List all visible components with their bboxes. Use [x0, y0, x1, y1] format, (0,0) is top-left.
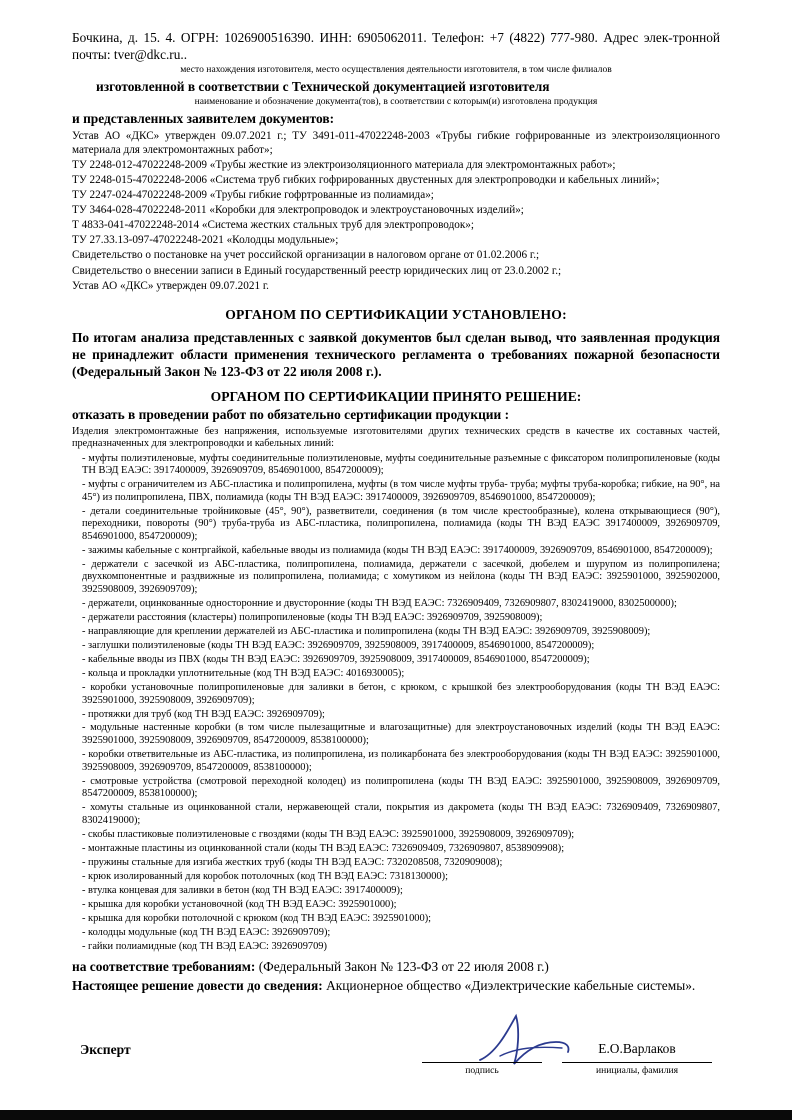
- list-item: Устав АО «ДКС» утвержден 09.07.2021 г.: [72, 279, 269, 292]
- list-item: - кабельные вводы из ПВХ (коды ТН ВЭД ЕАЭС: 3926909709, 3925908009, 3917400009, 8546901000, 8547200009);: [82, 653, 590, 665]
- list-item: - муфты с ограничителем из АБС-пластика и полипропилена, муфты (в том числе муфты труба- труба; муфты труба-коробка; гибкие, на 90°, на 45°) из полипропилена, ПВХ, полиамида (коды ТН ВЭД ЕАЭС: 3917400009, 3926909709, 8546901000, 8547200009);: [82, 479, 720, 503]
- notice-value: Акционерное общество «Диэлектрические кабельные системы».: [322, 978, 696, 994]
- list-item: - детали соединительные тройниковые (45°, 90°), разветвители, соединения (в том числе крестообразные), колена открывающиеся (90°), переходники, повороты (90°) труба-труба из АБС-пластика, полипропилена, полиамида (коды ТН ВЭД ЕАЭС 3917400009, 3926909709, 8546901000, 8547200009);: [82, 505, 720, 542]
- tech-documentation-title: изготовленной в соответствии с Технической документацией изготовителя: [96, 79, 550, 95]
- signature-line: [422, 1062, 542, 1063]
- list-item: ТУ 3464-028-47022248-2011 «Коробки для электропроводок и электроустановочных изделий»;: [72, 204, 524, 217]
- expert-name-caption: инициалы, фамилия: [595, 1065, 679, 1077]
- notice-label: Настоящее решение довести до сведения:: [72, 978, 323, 994]
- list-item: - зажимы кабельные с контргайкой, кабельные вводы из полиамида (коды ТН ВЭД ЕАЭС: 3917400009, 3926909709, 8546901000, 8547200009);: [82, 544, 713, 556]
- list-item: - смотровые устройства (смотровой переходной колодец) из полипропилена (коды ТН ВЭД ЕАЭС: 3925901000, 3925908009, 3926909709, 8547200009, 8538100000);: [82, 775, 720, 800]
- decision-line: отказать в проведении работ по обязательно сертификации продукции :: [72, 407, 510, 423]
- list-item: - держатели расстояния (кластеры) полипропиленовые (коды ТН ВЭД ЕАЭС: 3926909709, 3925908009);: [82, 612, 543, 623]
- expert-name: Е.О.Варлаков: [598, 1041, 676, 1057]
- manufacturer-address: Бочкина, д. 15. 4. ОГРН: 1026900516390. ИНН: 6905062011. Телефон: +7 (4822) 777-980. Адрес элек-тронной почты: tver@dkc.ru..: [72, 30, 720, 62]
- list-item: Т 4833-041-47022248-2014 «Система жестких стальных труб для электропроводок»;: [72, 219, 474, 232]
- list-item: - кольца и прокладки уплотнительные (код ТН ВЭД ЕАЭС: 4016930005);: [82, 667, 405, 679]
- list-item: - коробки ответвительные из АБС-пластика, из полипропилена, из поликарбоната без электрооборудования (коды ТН ВЭД ЕАЭС: 3925901000, 3925908009, 3926909709, 8547200009, 8538100000);: [82, 749, 720, 773]
- list-item: ТУ 2248-015-47022248-2006 «Система труб гибких гофрированных двустенных для электропроводки и кабельных линий»;: [72, 173, 660, 186]
- list-item: - втулка концевая для заливки в бетон (код ТН ВЭД ЕАЭС: 3917400009);: [82, 884, 403, 896]
- list-item: Свидетельство о постановке на учет российской организации в налоговом органе от 01.02.2006 г.;: [72, 249, 540, 262]
- product-items-list: [72, 453, 720, 954]
- list-item: Свидетельство о внесении записи в Единый государственный реестр юридических лиц от 23.0.2002 г.;: [72, 264, 562, 277]
- list-item: - коробки установочные полипропиленовые для заливки в бетон, с крюком, с крышкой без электрооборудования (коды ТН ВЭД ЕАЭС: 3925901000, 3925908009, 3926909709);: [82, 681, 720, 706]
- expert-name-line: [562, 1062, 712, 1063]
- signature-caption: подпись: [465, 1065, 499, 1077]
- decision-title: ОРГАНОМ ПО СЕРТИФИКАЦИИ ПРИНЯТО РЕШЕНИЕ:: [210, 389, 582, 405]
- list-item: - протяжки для труб (код ТН ВЭД ЕАЭС: 3926909709);: [82, 708, 325, 720]
- list-item: Устав АО «ДКС» утвержден 09.07.2021 г.; ТУ 3491-011-47022248-2003 «Трубы гибкие гофрированные из электроизоляционного материала для электромонтажных работ»;: [72, 130, 720, 156]
- conformity-label: на соответствие требованиям:: [72, 959, 256, 975]
- notice-line: [72, 977, 720, 994]
- list-item: ТУ 27.33.13-097-47022248-2021 «Колодцы модульные»;: [72, 234, 339, 247]
- list-item: - монтажные пластины из оцинкованной стали (коды ТН ВЭД ЕАЭС: 7326909409, 7326909807, 8538909908);: [82, 842, 565, 854]
- list-item: - муфты полиэтиленовые, муфты соединительные полиэтиленовые, муфты соединительные разъемные с фиксатором полипропиленовые (коды ТН ВЭД ЕАЭС: 3917400009, 3926909709, 8546901000, 8547200009);: [82, 452, 720, 477]
- submitted-documents-list: [72, 130, 720, 293]
- list-item: - хомуты стальные из оцинкованной стали, нержавеющей стали, покрытия из дакромета (коды ТН ВЭД ЕАЭС: 7326909409, 7326909807, 8302419000);: [82, 802, 720, 826]
- list-item: - держатели с засечкой из АБС-пластика, полипропилена, полиамида, держатели с засечкой, дюбелем и шурупом из полипропилена; двухкомпонентные и раздвижные из полипропилена, полиамида; с хомутиком из нейлона (коды ТН ВЭД ЕАЭС: 3925901000, 3925902000, 3925908009, 3926909709);: [82, 558, 720, 596]
- list-item: ТУ 2247-024-47022248-2009 «Трубы гибкие гофртрованные из полиамида»;: [72, 189, 434, 202]
- page-bottom-edge: [0, 1110, 792, 1120]
- findings-title: ОРГАНОМ ПО СЕРТИФИКАЦИИ УСТАНОВЛЕНО:: [225, 307, 567, 323]
- list-item: - заглушки полиэтиленовые (коды ТН ВЭД ЕАЭС: 3926909709, 3925908009, 3917400009, 8546901000, 8547200009);: [82, 639, 595, 651]
- list-item: - пружины стальные для изгиба жестких труб (коды ТН ВЭД ЕАЭС: 7320208508, 7320909008);: [82, 856, 503, 868]
- decision-intro: Изделия электромонтажные без напряжения, используемые изготовителями других технических средств в качестве их составных частей, предназначенных для электропроводки и кабельных линий:: [72, 425, 720, 450]
- manufacturer-address-caption: место нахождения изготовителя, место осуществления деятельности изготовителя, в том числе филиалов: [180, 64, 612, 76]
- list-item: - направляющие для креплении держателей из АБС-пластика и полипропилена (коды ТН ВЭД ЕАЭС: 3926909709, 3925908009);: [82, 625, 651, 637]
- list-item: - крюк изолированный для коробок потолочных (код ТН ВЭД ЕАЭС: 7318130000);: [82, 870, 448, 882]
- tech-documentation-caption: наименование и обозначение документа(тов), в соответствии с которым(и) изготовлена продукция: [194, 96, 598, 108]
- list-item: - колодцы модульные (код ТН ВЭД ЕАЭС: 3926909709);: [82, 926, 331, 938]
- signature-block: [72, 1024, 720, 1088]
- list-item: ТУ 2248-012-47022248-2009 «Трубы жесткие из электроизоляционного материала для электромонтажных работ»;: [72, 158, 616, 171]
- conformity-value: (Федеральный Закон № 123-ФЗ от 22 июля 2008 г.): [255, 959, 549, 975]
- list-item: - держатели, оцинкованные односторонние и двусторонние (коды ТН ВЭД ЕАЭС: 7326909409, 7326909807, 8302419000, 8302500000);: [82, 598, 677, 610]
- list-item: - модульные настенные коробки (в том числе пылезащитные и влагозащитные) для электроустановочных изделий (коды ТН ВЭД ЕАЭС: 3925901000, 3925908009, 3926909709, 8547200009, 8538100000);: [82, 722, 720, 747]
- expert-label: Эксперт: [80, 1042, 131, 1058]
- list-item: - крышка для коробки установочной (код ТН ВЭД ЕАЭС: 3925901000);: [82, 898, 397, 910]
- list-item: - гайки полиамидные (код ТН ВЭД ЕАЭС: 3926909709): [82, 940, 327, 952]
- conformity-line: [72, 958, 720, 975]
- document-content: [72, 30, 720, 1088]
- list-item: - крышка для коробки потолочной с крюком (код ТН ВЭД ЕАЭС: 3925901000);: [82, 912, 432, 924]
- submitted-documents-title: и представленных заявителем документов:: [72, 111, 335, 127]
- list-item: - скобы пластиковые полиэтиленовые с гвоздями (коды ТН ВЭД ЕАЭС: 3925901000, 3925908009, 3926909709);: [82, 828, 575, 840]
- findings-text: По итогам анализа представленных с заявкой документов был сделан вывод, что заявленная продукция не принадлежит области применения технического регламента о требованиях пожарной безопасности (Федеральный Закон № 123-ФЗ от 22 июля 2008 г.).: [72, 330, 720, 380]
